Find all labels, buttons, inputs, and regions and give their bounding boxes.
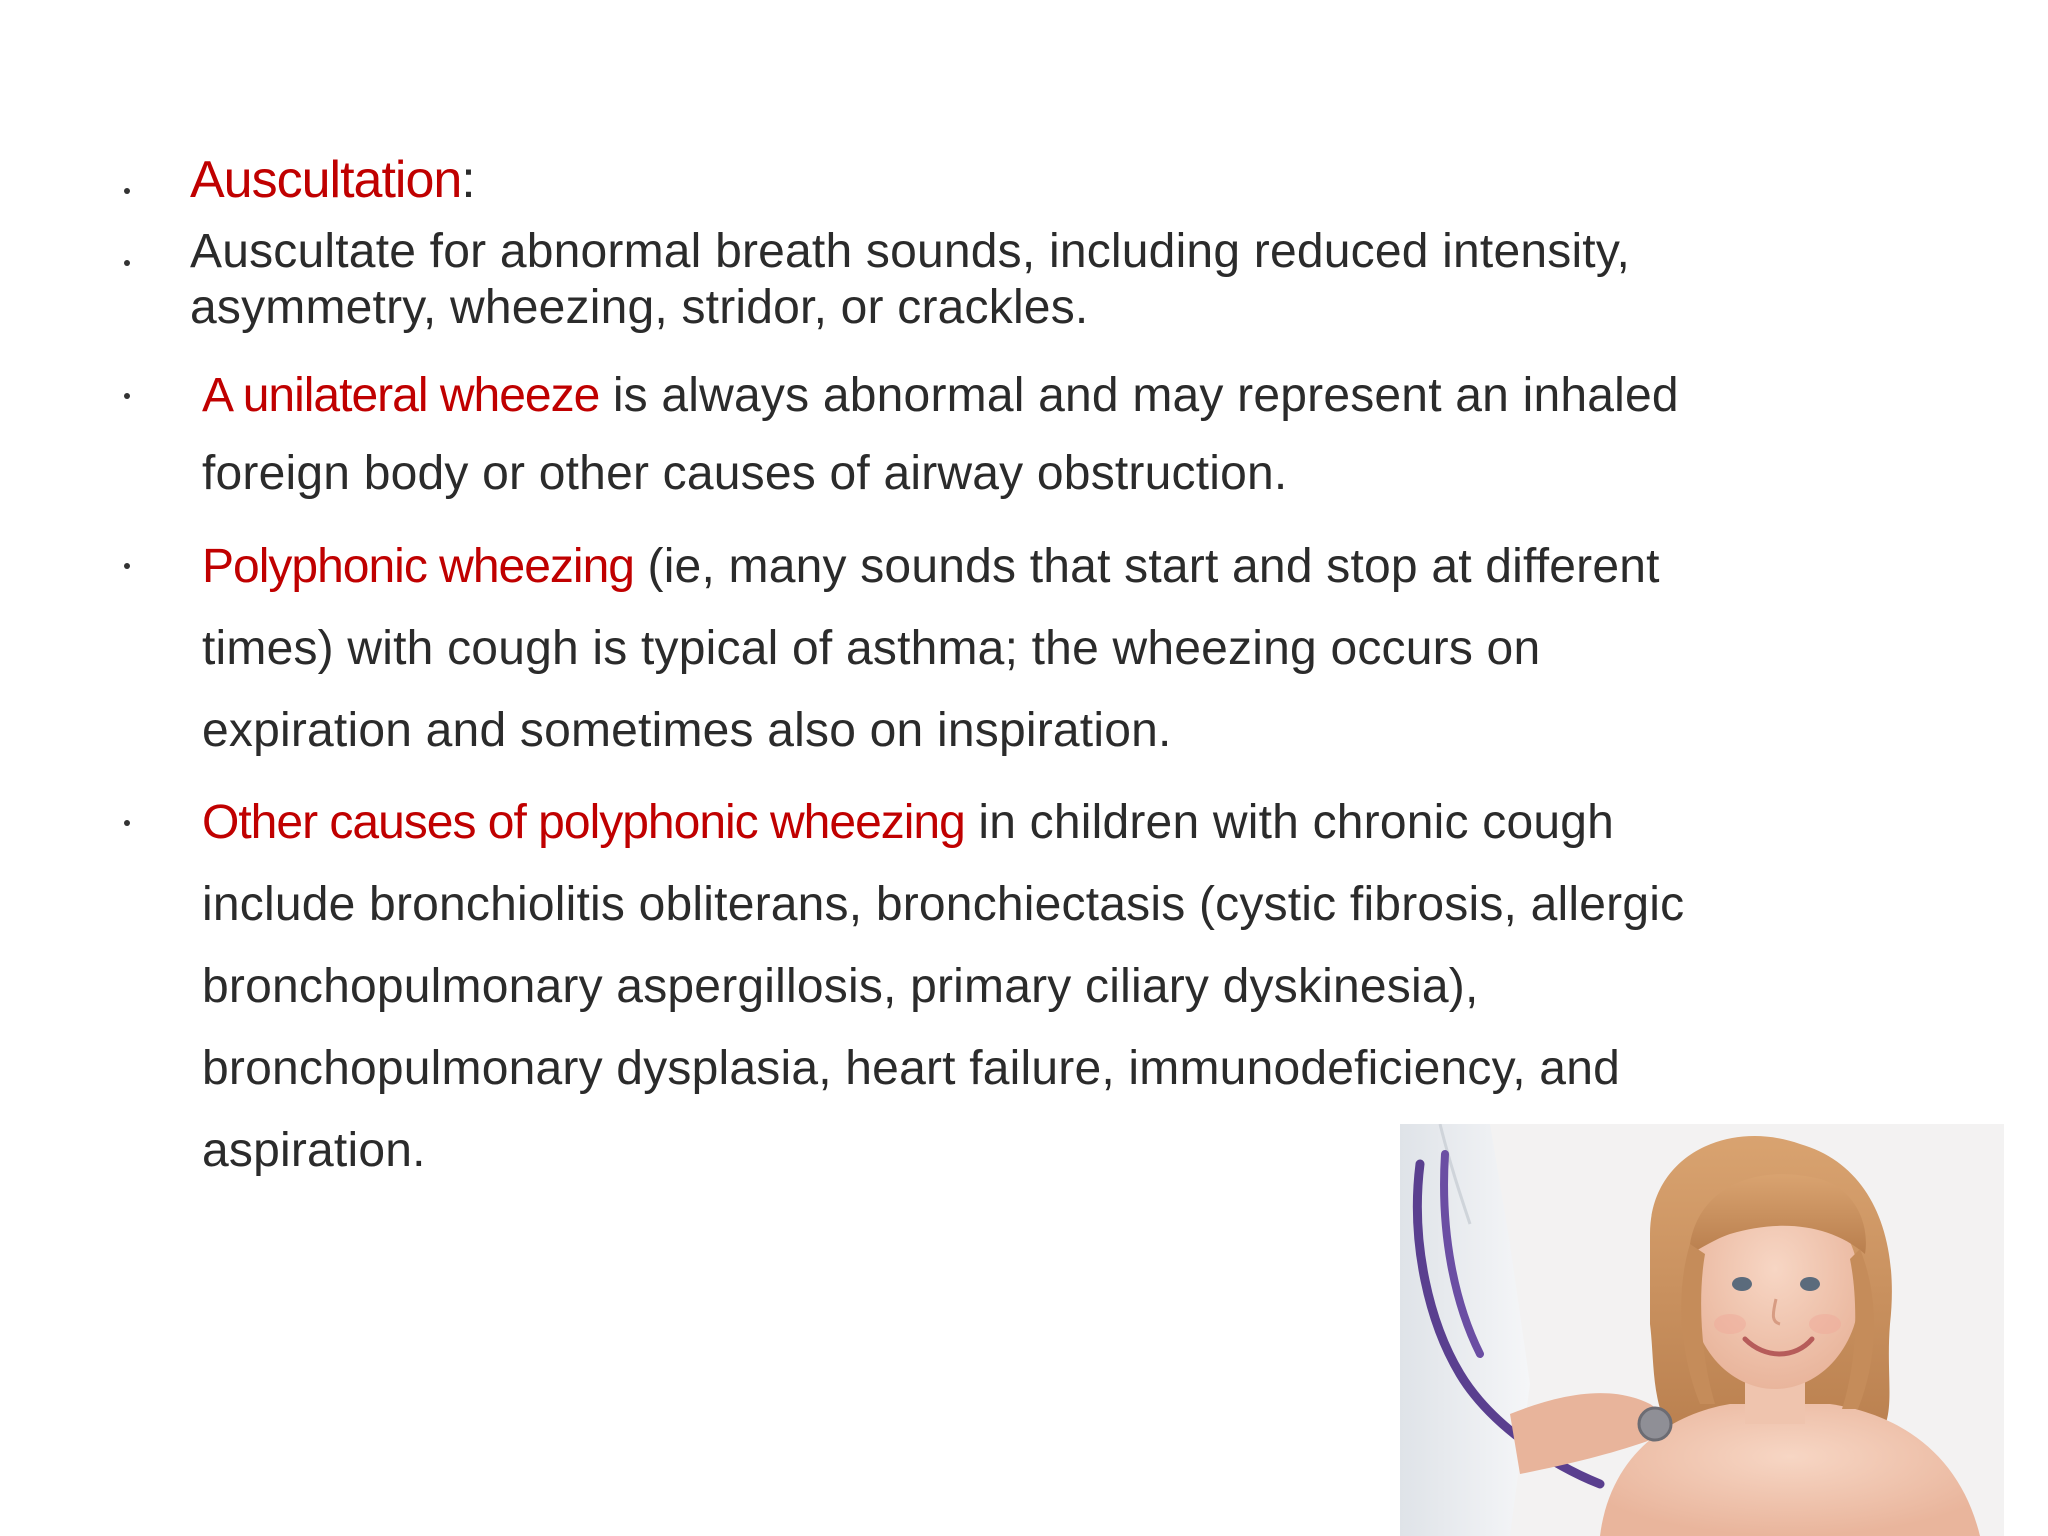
other-causes-line-3: bronchopulmonary aspergillosis, primary ciliary dyskinesia), [202,960,1479,1013]
unilateral-wheeze-line-2: foreign body or other causes of airway obstruction. [202,447,1288,500]
other-causes-highlight: Other causes of polyphonic wheezing [202,796,965,849]
auscultate-line-2: asymmetry, wheezing, stridor, or crackles. [190,281,1089,334]
polyphonic-wheezing-line-2: times) with cough is typical of asthma; the wheezing occurs on [202,622,1541,675]
polyphonic-wheezing-rest: (ie, many sounds that start and stop at different [633,540,1660,593]
bullet-dot-icon [124,393,130,399]
other-causes-rest: in children with chronic cough [964,796,1615,849]
auscultate-line-1: Auscultate for abnormal breath sounds, including reduced intensity, [190,225,1631,278]
child-auscultation-photo [1400,1124,2004,1536]
heading-colon: : [461,151,476,209]
bullet-dot-icon [124,260,130,266]
bullet-dot-icon [124,188,130,194]
other-causes-line-4: bronchopulmonary dysplasia, heart failure, immunodeficiency, and [202,1042,1620,1095]
unilateral-wheeze-highlight: A unilateral wheeze [202,369,600,422]
other-causes-line-2: include bronchiolitis obliterans, bronchiectasis (cystic fibrosis, allergic [202,878,1685,931]
bullet-dot-icon [124,563,130,569]
polyphonic-wheezing-highlight: Polyphonic wheezing [202,540,634,593]
bullet-dot-icon [124,820,130,826]
unilateral-wheeze-rest: is always abnormal and may represent an inhaled [599,369,1679,422]
child-auscultation-photo-icon [1400,1124,2004,1536]
auscultation-heading: Auscultation [190,151,462,209]
polyphonic-wheezing-line-3: expiration and sometimes also on inspiration. [202,704,1172,757]
other-causes-line-5: aspiration. [202,1124,426,1177]
